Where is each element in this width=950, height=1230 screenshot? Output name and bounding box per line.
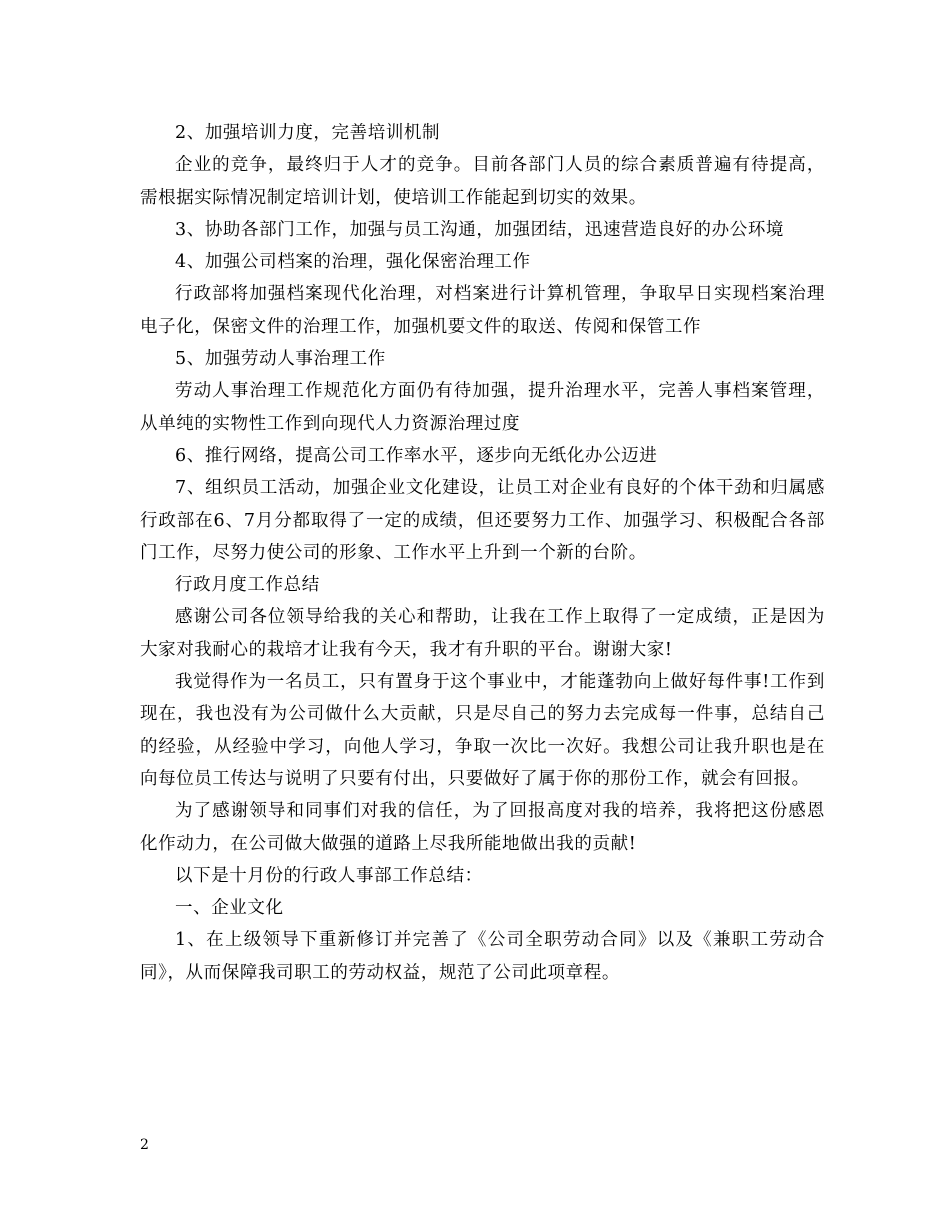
document-body	[140, 117, 825, 989]
paragraph-intro-october: 以下是十月份的行政人事部工作总结：	[175, 865, 483, 886]
paragraph-archives: 行政部将加强档案现代化治理，对档案进行计算机管理，争取早日实现档案治理电子化，保密文件的治理工作，加强机要文件的取送、传阅和保管工作	[140, 284, 825, 337]
paragraph-personnel: 劳动人事治理工作规范化方面仍有待加强，提升治理水平，完善人事档案管理，从单纯的实物性工作到向现代人力资源治理过度	[140, 381, 825, 434]
heading-coordination: 3、协助各部门工作，加强与员工沟通，加强团结，迅速营造良好的办公环境	[175, 219, 785, 240]
paragraph-contribution: 为了感谢领导和同事们对我的信任，为了回报高度对我的培养，我将把这份感恩化作动力，在公司做大做强的道路上尽我所能地做出我的贡献!	[140, 801, 825, 854]
paragraph-thanks: 感谢公司各位领导给我的关心和帮助，让我在工作上取得了一定成绩，正是因为大家对我耐心的栽培才让我有今天，我才有升职的平台。谢谢大家!	[140, 607, 825, 660]
heading-archives: 4、加强公司档案的治理，强化保密治理工作	[175, 252, 531, 273]
heading-corporate-culture: 一、企业文化	[175, 898, 284, 919]
paragraph-activities: 7、组织员工活动，加强企业文化建设，让员工对企业有良好的个体干劲和归属感行政部在6、7月分都取得了一定的成绩，但还要努力工作、加强学习、积极配合各部门工作，尽努力使公司的形象、工作水平上升到一个新的台阶。	[140, 478, 825, 563]
heading-personnel: 5、加强劳动人事治理工作	[175, 349, 386, 370]
paragraph-labor-contract: 1、在上级领导下重新修订并完善了《公司全职劳动合同》以及《兼职工劳动合同》，从而保障我司职工的劳动权益，规范了公司此项章程。	[140, 930, 825, 983]
paragraph-reflection: 我觉得作为一名员工，只有置身于这个事业中，才能蓬勃向上做好每件事!工作到现在，我也没有为公司做什么大贡献，只是尽自己的努力去完成每一件事，总结自己的经验，从经验中学习，向他人学习，争取一次比一次好。我想公司让我升职也是在向每位员工传达与说明了只要有付出，只要做好了属于你的那份工作，就会有回报。	[140, 672, 825, 789]
heading-network: 6、推行网络，提高公司工作率水平，逐步向无纸化办公迈进	[175, 445, 658, 466]
page-number: 2	[140, 1137, 149, 1153]
paragraph-training: 企业的竞争，最终归于人才的竞争。目前各部门人员的综合素质普遍有待提高，需根据实际情况制定培训计划，使培训工作能起到切实的效果。	[140, 155, 825, 208]
heading-training: 2、加强培训力度，完善培训机制	[175, 123, 441, 143]
heading-monthly-summary: 行政月度工作总结	[175, 575, 320, 596]
